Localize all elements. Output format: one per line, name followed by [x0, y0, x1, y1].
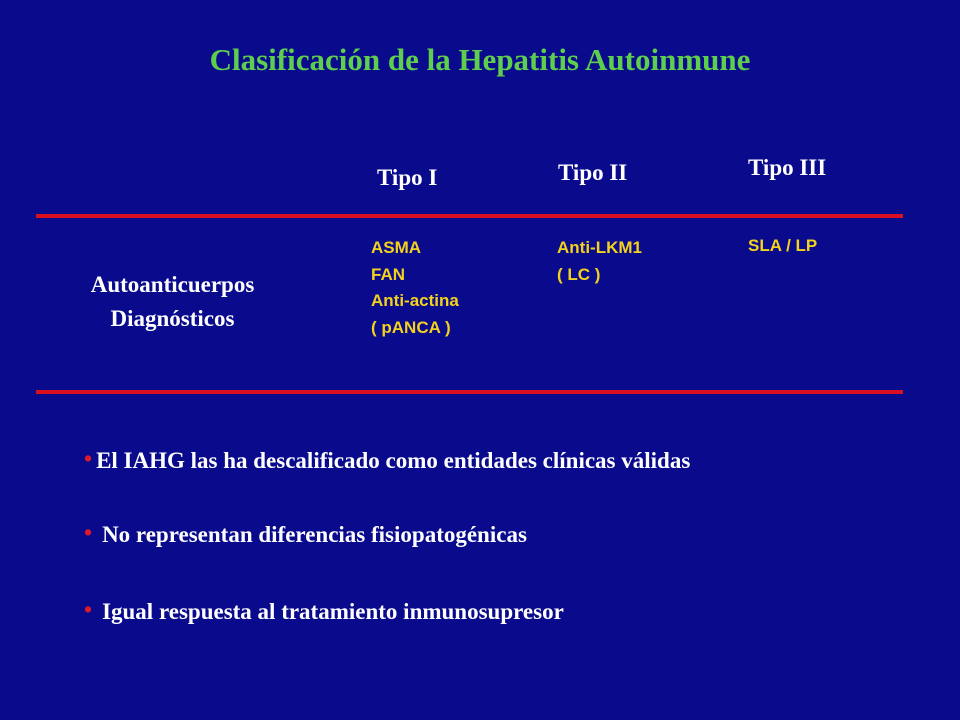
- cell-tipo-iii: [748, 233, 817, 260]
- column-header-tipo-i: Tipo I: [377, 165, 438, 190]
- column-header-tipo-iii: Tipo III: [748, 155, 827, 180]
- cell-item: Anti-LKM1: [557, 238, 642, 257]
- cell-item: ( pANCA ): [371, 317, 451, 337]
- cell-item: ASMA: [371, 238, 422, 257]
- table-bottom-rule: [36, 390, 903, 394]
- bullet-dot-icon: •: [84, 446, 93, 471]
- bullet-item: [84, 448, 690, 474]
- column-header-tipo-ii: Tipo II: [558, 160, 628, 185]
- row-label: Autoanticuerpos Diagnósticos: [90, 272, 255, 331]
- cell-item: SLA / LP: [748, 236, 818, 255]
- cell-item: FAN: [371, 264, 405, 284]
- bullet-text: Igual respuesta al tratamiento inmunosupresor: [102, 599, 564, 624]
- cell-tipo-i: [371, 235, 459, 341]
- bullet-text: No representan diferencias fisiopatogénicas: [102, 522, 527, 547]
- cell-tipo-ii: [557, 235, 642, 288]
- cell-item: Anti-actina: [371, 291, 459, 310]
- table-top-rule: [36, 214, 903, 218]
- bullet-dot-icon: •: [84, 597, 93, 622]
- bullet-dot-icon: •: [84, 520, 93, 545]
- bullet-text: El IAHG las ha descalificado como entidades clínicas válidas: [96, 448, 691, 473]
- bullet-item: [84, 522, 527, 548]
- cell-item: ( LC ): [557, 264, 601, 284]
- bullet-item: [84, 599, 564, 625]
- slide-title: Clasificación de la Hepatitis Autoinmune: [209, 42, 751, 77]
